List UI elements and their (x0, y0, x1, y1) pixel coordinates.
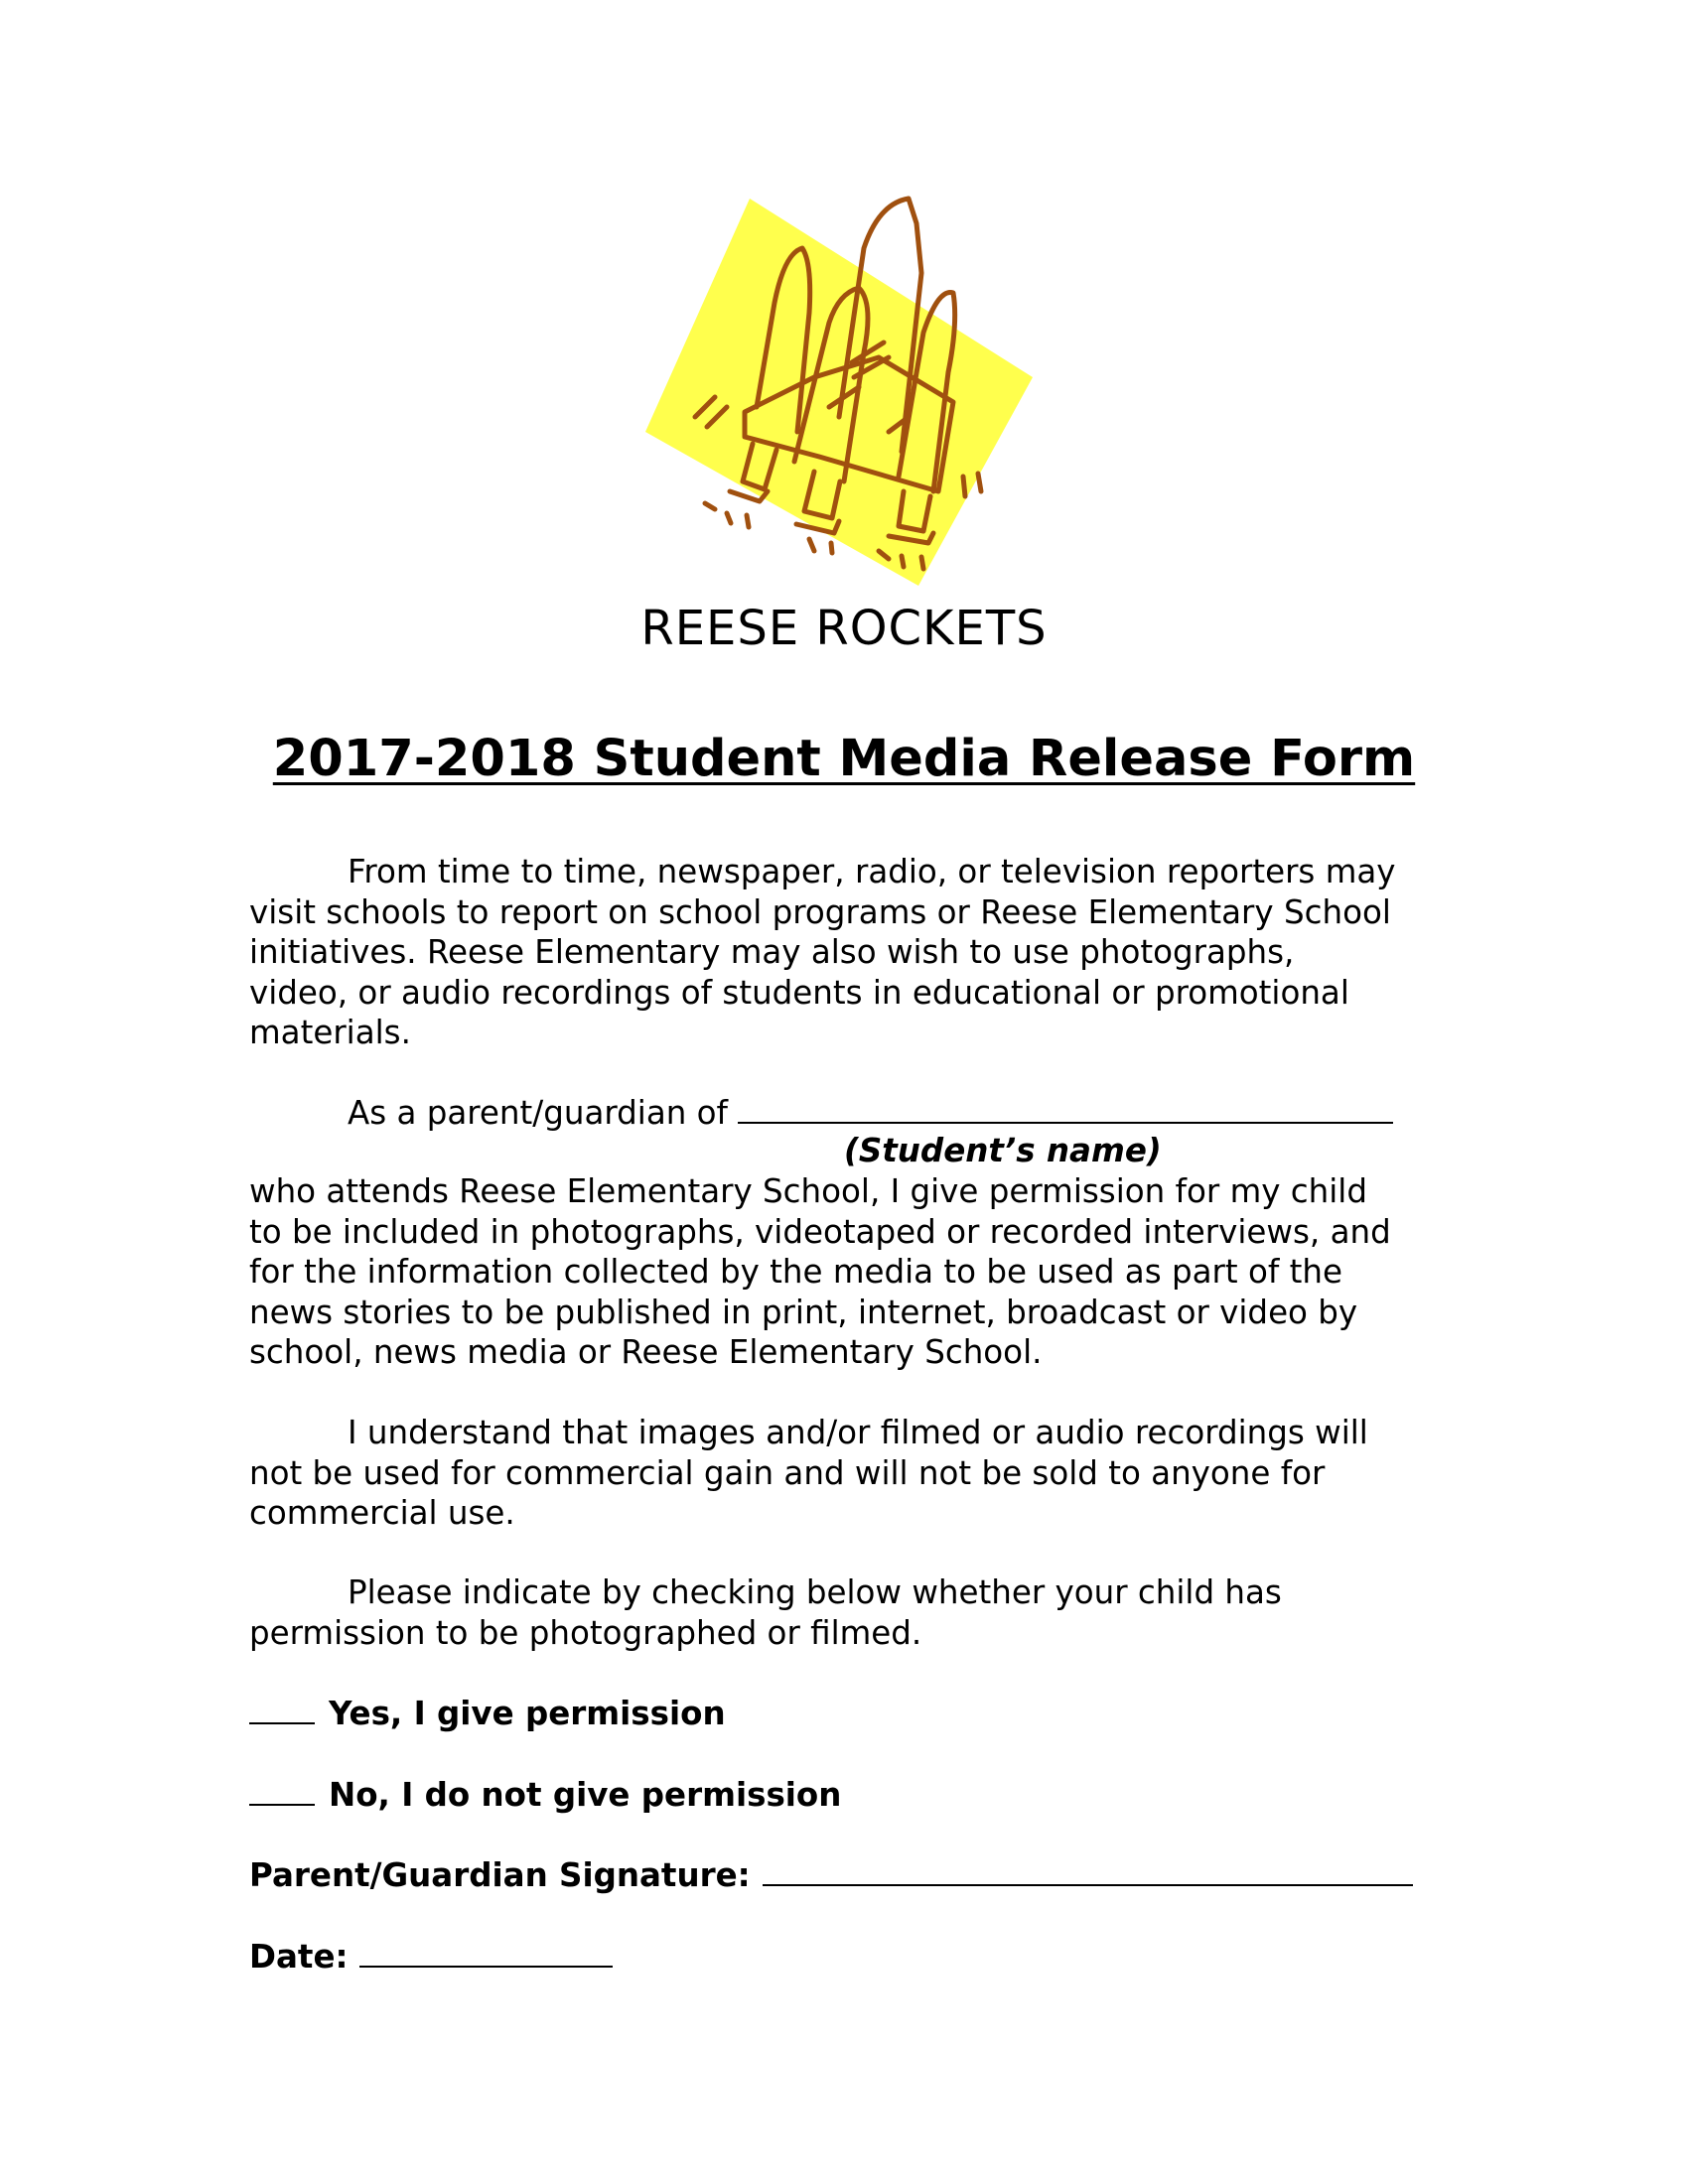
date-label: Date: (249, 1938, 349, 1976)
understand-paragraph: I understand that images and/or filmed or audio recordings will not be used for commercial gain and will not be sold to anyone for commercial use. (249, 1414, 1368, 1532)
signature-field[interactable] (763, 1854, 1413, 1886)
yes-option (249, 1693, 726, 1732)
date-row (249, 1936, 613, 1976)
student-name-field[interactable] (738, 1092, 1393, 1124)
date-field[interactable] (359, 1936, 613, 1968)
page-title: 2017-2018 Student Media Release Form (272, 730, 1416, 788)
indicate-paragraph: Please indicate by checking below whether your child has permission to be photographed or filmed. (249, 1573, 1282, 1652)
guardian-prefix: As a parent/guardian of (348, 1094, 728, 1132)
yes-checkbox-blank[interactable] (249, 1693, 315, 1724)
no-option (249, 1774, 841, 1814)
intro-paragraph: From time to time, newspaper, radio, or television reporters may visit schools to report on school programs or Reese Elementary School initiatives. Reese Elementary may also wish to use photographs, video, or audio recordings of students in educational or promotional materials. (249, 853, 1396, 1051)
yes-option-label: Yes, I give permission (329, 1695, 726, 1732)
guardian-line (249, 1092, 1490, 1134)
student-name-label: (Student’s name) (844, 1132, 1162, 1169)
logo-text: REESE ROCKETS (640, 601, 1048, 656)
no-checkbox-blank[interactable] (249, 1774, 315, 1806)
school-logo (635, 194, 1053, 591)
signature-label: Parent/Guardian Signature: (249, 1856, 751, 1894)
rocket-logo-icon (635, 194, 1053, 591)
no-option-label: No, I do not give permission (329, 1776, 842, 1814)
permission-paragraph: who attends Reese Elementary School, I give permission for my child to be included in photographs, videotaped or recorded interviews, and for the information collected by the media to be used as part of the news stories to be published in print, internet, broadcast or video by school, news media or Reese Elementary School. (249, 1172, 1391, 1371)
signature-row (249, 1854, 1413, 1894)
